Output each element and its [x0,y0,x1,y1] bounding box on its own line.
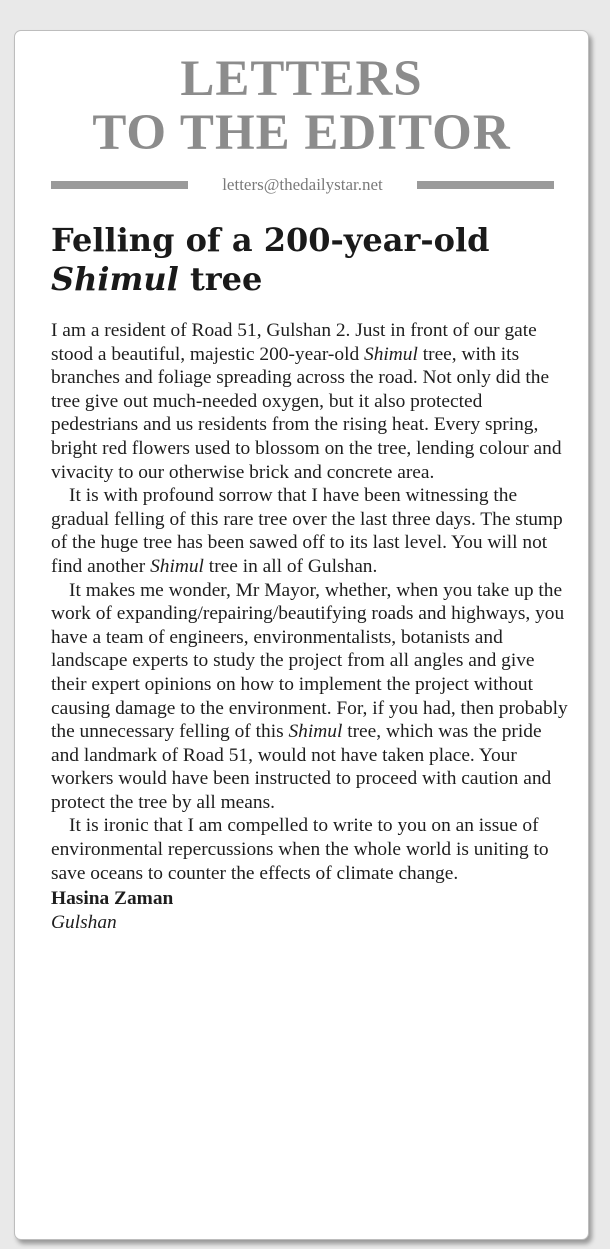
paragraph-3 [51,579,571,815]
letter-headline [51,221,571,299]
paragraph-2-italic: Shimul [150,555,204,577]
paragraph-1-text: I am a resident of Road 51, Gulshan 2. Just in front of our gate stood a beautiful, majestic 200-year-old [51,320,537,365]
editor-email: letters@thedailystar.net [222,175,383,194]
headline-text: Felling of a 200-year-old [51,221,490,259]
paragraph-3-text-end: tree, which was the pride and landmark of Road 51, would not have taken place. Your workers would have been instructed to proceed with caution and protect the tree by all means. [51,721,552,813]
paragraph-2-text-end: tree in all of Gulshan. [203,555,378,577]
paragraph-3-text: It makes me wonder, Mr Mayor, whether, when you take up the work of expanding/repairing/beautifying roads and highways, you have a team of engineers, environmentalists, botanists and landscape experts to study the project from all angles and give their expert opinions on how to implement the project without causing damage to the environment. For, if you had, then probably the unnecessary felling of this [51,579,568,743]
paragraph-1-italic: Shimul [364,343,418,365]
paragraph-4: It is ironic that I am compelled to write to you on an issue of environmental repercussions when the whole world is uniting to save oceans to counter the effects of climate change. [51,815,549,884]
paragraph-3-italic: Shimul [288,721,343,743]
paragraph-2-text: It is with profound sorrow that I have been witnessing the gradual felling of this rare tree over the last three days. The stump of the huge tree has been sawed off to its last level. You will not find another [51,485,563,577]
letter-body [51,319,571,934]
paragraph-1 [51,319,571,484]
paragraph-2 [51,484,571,578]
section-title-line1: LETTERS [180,51,423,107]
paragraph-1-text-end: tree, with its branches and foliage spreading across the road. Not only did the tree give out much-needed oxygen, but it also protected pedestrians and us residents from the rising heat. Every spring, bright red flowers used to blossom on the tree, lending colour and vivacity to our otherwise brick and concrete area. [51,343,562,483]
author-location: Gulshan [51,911,117,933]
headline-italic: Shimul [51,260,179,298]
headline-text-end: tree [178,260,263,298]
signature [51,887,571,934]
section-title-line2: TO THE EDITOR [92,105,511,161]
divider-right [417,181,554,189]
author-name: Hasina Zaman [51,888,174,910]
letter-panel [14,30,589,1240]
email-rule [51,175,554,195]
